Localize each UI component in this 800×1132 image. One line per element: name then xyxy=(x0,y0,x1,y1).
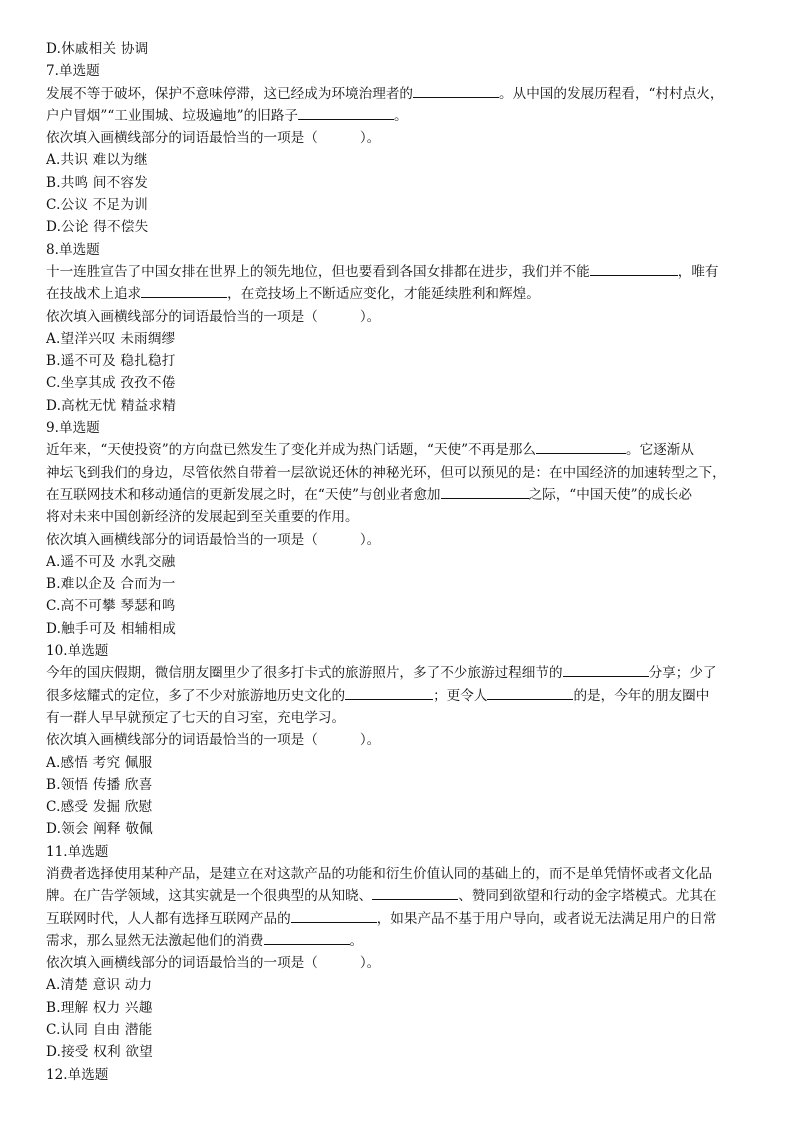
q11-option-a: A.清楚 意识 动力 xyxy=(46,977,153,994)
q8-header: 8.单选题 xyxy=(46,241,100,258)
q11-text: 。 xyxy=(349,932,364,949)
q7-prompt-end: ）。 xyxy=(359,130,381,147)
q9-stem-line-3 xyxy=(46,484,760,506)
q8-text: 在技战术上追求 xyxy=(46,286,142,303)
q9-option-a: A.遥不可及 水乳交融 xyxy=(46,553,176,570)
q8-prompt xyxy=(46,306,760,328)
q11-prompt-end: ）。 xyxy=(359,955,381,972)
q10-stem-line-1 xyxy=(46,662,760,684)
q7-stem-line-2 xyxy=(46,105,760,127)
q11-text: 、赞同到欲望和行动的金字塔模式。尤其在 xyxy=(458,888,717,905)
q9-stem-line-1 xyxy=(46,439,760,461)
q9-option-c: C.高不可攀 琴瑟和鸣 xyxy=(46,598,176,615)
q12-header: 12.单选题 xyxy=(46,1066,109,1083)
q9-blank-1 xyxy=(536,439,626,454)
question-9 xyxy=(46,417,760,640)
q9-header: 9.单选题 xyxy=(46,420,100,437)
q11-option-b: B.理解 权力 兴趣 xyxy=(46,999,153,1016)
q10-text: 很多炫耀式的定位，多了不少对旅游地历史文化的 xyxy=(46,687,346,704)
q11-text: 互联网时代，人人都有选择互联网产品的 xyxy=(46,910,291,927)
q11-prompt xyxy=(46,952,760,974)
q7-text: 。 xyxy=(393,107,408,124)
question-8 xyxy=(46,239,760,417)
q11-stem-line-3 xyxy=(46,908,760,930)
q10-text: 的是，今年的朋友圈中 xyxy=(573,687,710,704)
q7-option-d: D.公论 得不偿失 xyxy=(46,219,149,236)
q7-text: 。从中国的发展历程看，“村村点火， xyxy=(499,85,724,102)
q9-text: 。它逐渐从 xyxy=(625,442,694,459)
q8-option-d: D.高枕无忧 精益求精 xyxy=(46,397,177,414)
q9-blank-2 xyxy=(441,484,529,499)
q11-header: 11.单选题 xyxy=(46,843,109,860)
q10-prompt-text: 依次填入画横线部分的词语最恰当的一项是（ xyxy=(46,732,318,749)
q9-option-b: B.难以企及 合而为一 xyxy=(46,576,176,593)
q11-blank-3 xyxy=(264,930,350,945)
q11-prompt-text: 依次填入画横线部分的词语最恰当的一项是（ xyxy=(46,955,318,972)
q8-blank-1 xyxy=(590,261,678,276)
question-7 xyxy=(46,60,760,238)
q7-text: 发展不等于破坏，保护不意味停滞，这已经成为环境治理者的 xyxy=(46,85,414,102)
q10-prompt xyxy=(46,729,760,751)
q9-prompt-text: 依次填入画横线部分的词语最恰当的一项是（ xyxy=(46,531,318,548)
q7-option-b: B.共鸣 间不容发 xyxy=(46,174,148,191)
q10-stem-line-2 xyxy=(46,685,760,707)
q10-option-d: D.领会 阐释 敬佩 xyxy=(46,821,153,838)
q8-stem-line-2 xyxy=(46,283,760,305)
question-10 xyxy=(46,640,760,841)
q10-text: 分享；少了 xyxy=(648,665,717,682)
q11-text: 牌。在广告学领域，这其实就是一个很典型的从知晓、 xyxy=(46,888,373,905)
q8-prompt-end: ）。 xyxy=(359,308,381,325)
q10-blank-2 xyxy=(345,685,433,700)
q11-stem-line-1: 消费者选择使用某种产品，是建立在对这款产品的功能和衍生价值认同的基础上的，而不是单凭情怀或者文化品 xyxy=(46,865,713,882)
q9-prompt xyxy=(46,529,760,551)
q8-text: ，在竞技场上不断适应变化，才能延续胜利和辉煌。 xyxy=(227,286,540,303)
question-11 xyxy=(46,841,760,1064)
q7-blank-2 xyxy=(298,105,394,120)
q7-blank-1 xyxy=(413,83,499,98)
exam-document xyxy=(46,38,760,1086)
q10-option-c: C.感受 发掘 欣慰 xyxy=(46,799,153,816)
q8-option-a: A.望洋兴叹 未雨绸缪 xyxy=(46,330,176,347)
q6-option-d: D.休戚相关 协调 xyxy=(46,41,149,57)
q8-text: ，唯有 xyxy=(677,263,719,280)
q10-prompt-end: ）。 xyxy=(359,732,381,749)
q9-option-d: D.触手可及 相辅相成 xyxy=(46,620,177,637)
q11-blank-2 xyxy=(291,908,377,923)
q9-text: 近年来，“天使投资”的方向盘已然发生了变化并成为热门话题，“天使”不再是那么 xyxy=(46,442,536,459)
q10-blank-1 xyxy=(563,662,649,677)
q10-option-a: A.感悟 考究 佩服 xyxy=(46,754,153,771)
q7-option-c: C.公议 不足为训 xyxy=(46,197,148,214)
q11-text: 需求，那么显然无法激起他们的消费 xyxy=(46,932,264,949)
q11-stem-line-2 xyxy=(46,885,760,907)
q8-text: 十一连胜宣告了中国女排在世界上的领先地位，但也要看到各国女排都在进步，我们并不能 xyxy=(46,263,590,280)
q9-prompt-end: ）。 xyxy=(359,531,381,548)
q9-stem-line-2: 神坛飞到我们的身边，尽管依然自带着一层欲说还休的神秘光环，但可以预见的是：在中国经济的加速转型之下， xyxy=(46,464,726,481)
q8-option-b: B.遥不可及 稳扎稳打 xyxy=(46,353,176,370)
q8-stem-line-1 xyxy=(46,261,760,283)
q7-option-a: A.共识 难以为继 xyxy=(46,152,148,169)
q7-prompt-text: 依次填入画横线部分的词语最恰当的一项是（ xyxy=(46,130,318,147)
q10-option-b: B.领悟 传播 欣喜 xyxy=(46,776,153,793)
q10-header: 10.单选题 xyxy=(46,643,109,660)
q8-option-c: C.坐享其成 孜孜不倦 xyxy=(46,375,176,392)
q9-stem-line-4: 将对未来中国创新经济的发展起到至关重要的作用。 xyxy=(46,509,359,526)
q10-text: ；更令人 xyxy=(433,687,488,704)
q11-blank-1 xyxy=(372,885,458,900)
q7-header: 7.单选题 xyxy=(46,63,100,80)
q8-prompt-text: 依次填入画横线部分的词语最恰当的一项是（ xyxy=(46,308,318,325)
q10-text: 今年的国庆假期，微信朋友圈里少了很多打卡式的旅游照片，多了不少旅游过程细节的 xyxy=(46,665,563,682)
q11-stem-line-4 xyxy=(46,930,760,952)
q9-text: 之际，“中国天使”的成长必 xyxy=(528,486,692,503)
q11-option-c: C.认同 自由 潜能 xyxy=(46,1022,153,1039)
q10-blank-3 xyxy=(487,685,573,700)
q8-blank-2 xyxy=(141,283,227,298)
q7-text: 户户冒烟”“工业围城、垃圾遍地”的旧路子 xyxy=(46,107,298,124)
q7-prompt xyxy=(46,127,760,149)
q11-text: ，如果产品不基于用户导向，或者说无法满足用户的日常 xyxy=(376,910,717,927)
q9-text: 在互联网技术和移动通信的更新发展之时，在“天使”与创业者愈加 xyxy=(46,486,441,503)
q7-stem-line-1 xyxy=(46,83,760,105)
q11-option-d: D.接受 权利 欲望 xyxy=(46,1044,153,1061)
q10-stem-line-3: 有一群人早早就预定了七天的自习室，充电学习。 xyxy=(46,709,346,726)
